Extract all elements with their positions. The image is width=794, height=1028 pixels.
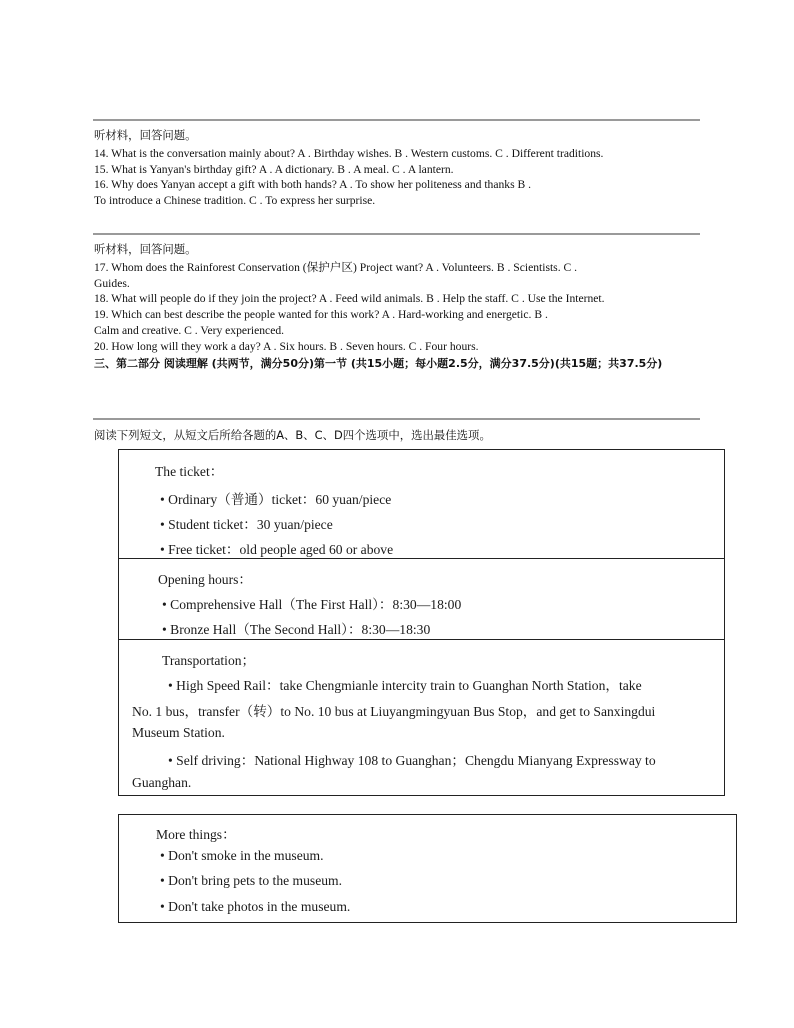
question-16-continued: To introduce a Chinese tradition. C . To express her surprise. (94, 194, 376, 208)
ticket-title: The ticket： (155, 464, 224, 479)
rule-no-smoking: • Don't smoke in the museum. (160, 848, 324, 863)
rule-no-pets: • Don't bring pets to the museum. (160, 873, 343, 888)
ticket-free: • Free ticket：old people aged 60 or above (160, 542, 394, 557)
hours-comprehensive-hall: • Comprehensive Hall（The First Hall）：8:30—18:00 (162, 597, 462, 612)
hours-bronze-hall: • Bronze Hall（The Second Hall）：8:30—18:30 (162, 622, 431, 637)
more-things-box (118, 814, 737, 923)
reading-instruction: 阅读下列短文，从短文后所给各题的A、B、C、D四个选项中，选出最佳选项。 (94, 428, 491, 442)
question-19-continued: Calm and creative. C . Very experienced. (94, 323, 285, 337)
hours-title: Opening hours： (158, 572, 253, 587)
section-heading: 听材料，回答问题。 (94, 128, 197, 142)
more-things-title: More things： (156, 827, 236, 842)
section-divider (93, 233, 700, 235)
question-14: 14. What is the conversation mainly about? A . Birthday wishes. B . Western customs. C . Different traditions. (94, 146, 604, 160)
section-divider (93, 119, 700, 121)
notice-divider (119, 558, 724, 559)
ticket-ordinary: • Ordinary（普通）ticket：60 yuan/piece (160, 492, 392, 507)
notice-divider (119, 639, 724, 640)
transport-driving: • Self driving：National Highway 108 to Guanghan；Chengdu Mianyang Expressway to (168, 753, 656, 768)
question-15: 15. What is Yanyan's birthday gift? A . A dictionary. B . A meal. C . A lantern. (94, 162, 454, 176)
section-heading: 听材料，回答问题。 (94, 242, 197, 256)
question-16: 16. Why does Yanyan accept a gift with both hands? A . To show her politeness and thanks B . (94, 178, 532, 192)
transport-rail-continued: No. 1 bus，transfer（转）to No. 10 bus at Liuyangmingyuan Bus Stop，and get to Sanxingdui (132, 704, 656, 719)
section-divider (93, 418, 700, 420)
rule-no-photos: • Don't take photos in the museum. (160, 899, 351, 914)
listening-section-1 (94, 128, 704, 209)
museum-notice (118, 449, 725, 796)
ticket-student: • Student ticket：30 yuan/piece (160, 517, 333, 532)
transport-rail: • High Speed Rail：take Chengmianle intercity train to Guanghan North Station，take (168, 678, 642, 693)
part-title: 三、第二部分 阅读理解 (共两节，满分50分)第一节 (共15小题；每小题2.5分，满分37.5分)(共15题；共37.5分) (94, 356, 663, 370)
question-17: 17. Whom does the Rainforest Conservation (保护户区) Project want? A . Volunteers. B . Scientists. C . (94, 260, 578, 274)
transport-rail-end: Museum Station. (132, 725, 225, 740)
question-19: 19. Which can best describe the people wanted for this work? A . Hard-working and energetic. B . (94, 308, 548, 322)
question-20: 20. How long will they work a day? A . Six hours. B . Seven hours. C . Four hours. (94, 339, 479, 353)
transport-title: Transportation； (162, 653, 256, 668)
question-17-continued: Guides. (94, 276, 130, 290)
question-18: 18. What will people do if they join the project? A . Feed wild animals. B . Help the staff. C . Use the Internet. (94, 292, 605, 306)
transport-driving-continued: Guanghan. (132, 775, 192, 790)
listening-section-2 (94, 242, 704, 373)
